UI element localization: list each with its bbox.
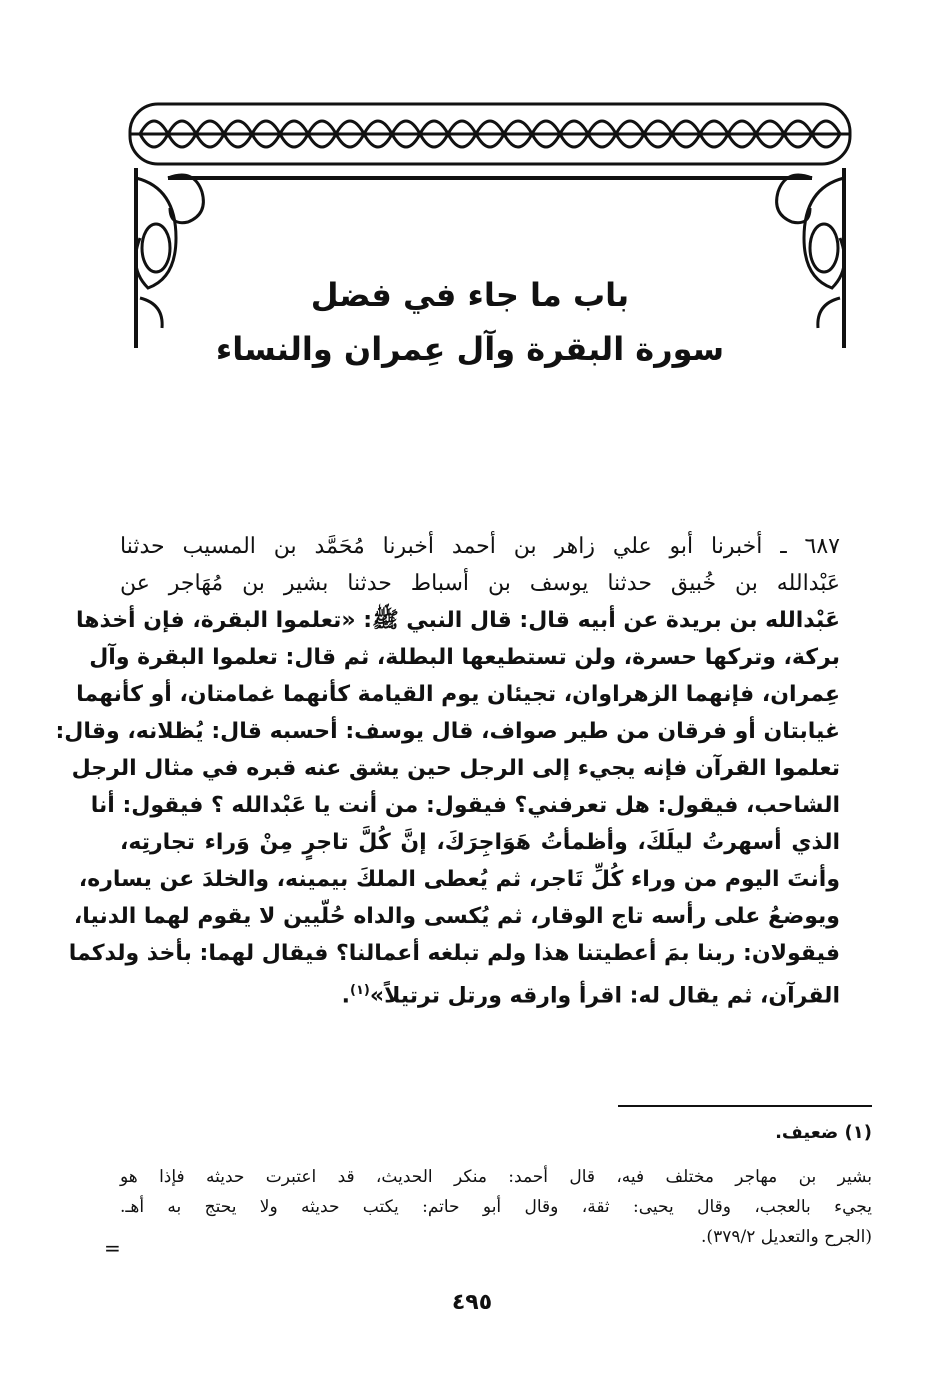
hadith-line: عَبْدالله بن خُبيق حدثنا يوسف بن أسباط حدثنا بشير بن مُهَاجر عن — [120, 571, 840, 596]
hadith-last-line — [120, 972, 840, 1014]
footnote-line: بشير بن مهاجر مختلف فيه، قال أحمد: منكر الحديث، قد اعتبرت حديثه فإذا هو — [120, 1167, 872, 1187]
footnote-grade: (١) ضعيف. — [775, 1122, 872, 1143]
continuation-mark: = — [104, 1236, 121, 1260]
hadith-line: وأنتَ اليوم من وراء كُلِّ تَاجر، ثم يُعطى الملكَ بيمينه، والخلدَ عن يساره، — [78, 867, 840, 892]
hadith-line: فيقولان: ربنا بمَ أعطيتنا هذا ولم تبلغه أعمالنا؟ فيقال لهما: بأخذ ولدكما — [68, 941, 840, 966]
end-period: . — [341, 983, 351, 1009]
hadith-line: غيابتان أو فرقان من طير صواف، قال يوسف: أحسبه قال: يُظلانه، وقال: — [55, 719, 840, 744]
hadith-line: القرآن، ثم يقال له: اقرأ وارقه ورتل ترتيلاً» — [369, 983, 840, 1009]
hadith-line: تعلموا القرآن فإنه يجيء إلى الرجل حين يشق عنه قبره في مثال الرجل — [71, 756, 840, 781]
footnote-text — [120, 1162, 872, 1252]
footnote-line: (الجرح والتعديل ٣٧٩/٢). — [701, 1227, 872, 1247]
hadith-line: الذي أسهرتُ ليلَكَ، وأظمأتُ هَوَاجِرَكَ، إنَّ كُلَّ تاجرٍ مِنْ وَراء تجارتِه، — [120, 830, 840, 855]
chapter-title-line-1: باب ما جاء في فضل — [310, 276, 630, 314]
footnote-marker: (١) — [350, 983, 370, 998]
hadith-line: ٦٨٧ ـ أخبرنا أبو علي زاهر بن أحمد أخبرنا مُحَمَّد بن المسيب حدثنا — [120, 534, 840, 559]
hadith-line: الشاحب، فيقول: هل تعرفني؟ فيقول: من أنت يا عَبْدالله ؟ فيقول: أنا — [90, 793, 840, 818]
hadith-line: بركة، وتركها حسرة، ولن تستطيعها البطلة، ثم قال: تعلموا البقرة وآل — [89, 645, 840, 670]
page-number: ٤٩٥ — [451, 1290, 493, 1315]
hadith-line: عِمران، فإنهما الزهراوان، تجيئان يوم القيامة كأنهما غمامتان، أو كأنهما — [76, 682, 840, 707]
footnote-separator — [618, 1105, 872, 1107]
hadith-paragraph — [55, 528, 840, 1014]
chapter-title-line-2: سورة البقرة وآل عِمران والنساء — [215, 330, 725, 368]
footnote-line: يجيء بالعجب، وقال يحيى: ثقة، وقال أبو حاتم: يكتب حديثه ولا يحتج به أهـ. — [120, 1197, 872, 1217]
hadith-line: عَبْدالله بن بريدة عن أبيه قال: قال النبي ﷺ: «تعلموا البقرة، فإن أخذها — [75, 608, 840, 633]
hadith-line: ويوضعُ على رأسه تاج الوقار، ثم يُكسى والداه حُلّيين لا يقوم لهما الدنيا، — [73, 904, 840, 929]
